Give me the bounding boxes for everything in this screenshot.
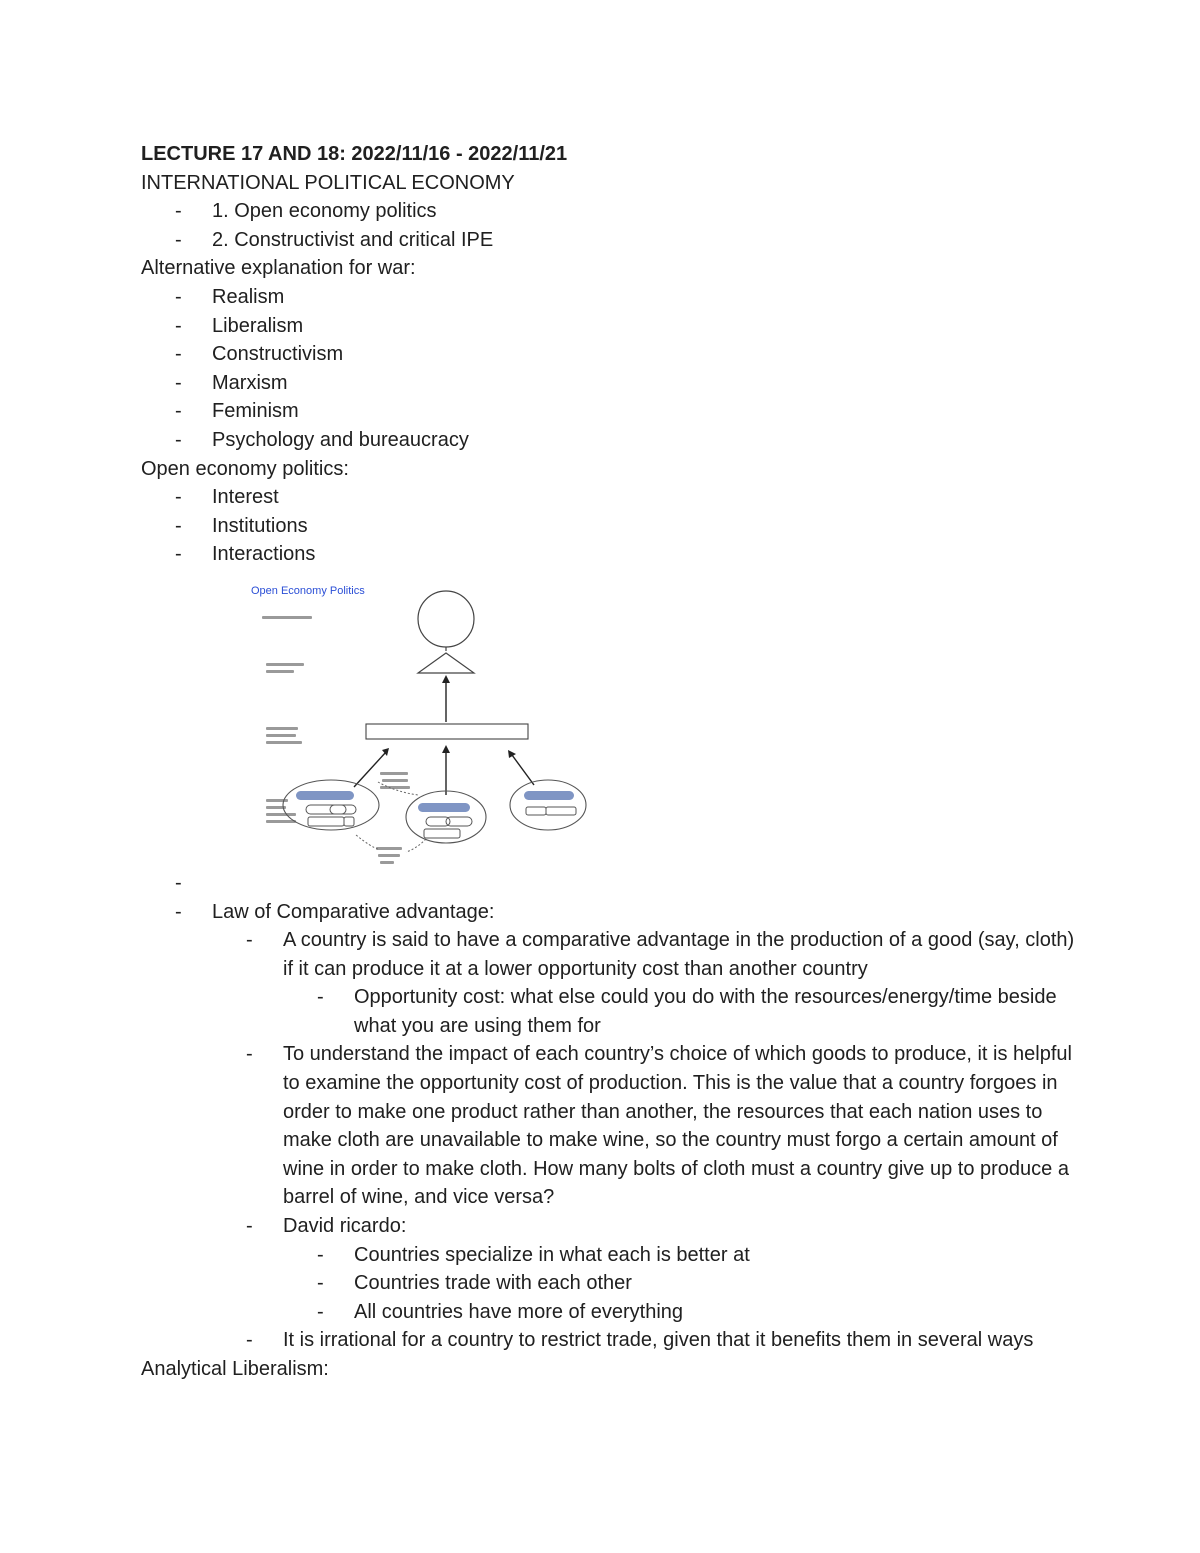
list-item <box>141 1212 1081 1241</box>
interest-bar <box>418 803 470 812</box>
bullet-dash: - <box>246 1043 253 1066</box>
lecture-title: LECTURE 17 AND 18: 2022/11/16 - 2022/11/21 <box>141 143 568 165</box>
document-page <box>141 140 1081 1384</box>
list-item-text: Law of Comparative advantage: <box>212 900 495 923</box>
section-heading-war: Alternative explanation for war: <box>141 257 416 280</box>
bullet-dash: - <box>175 371 182 394</box>
list-item-empty <box>141 869 1081 898</box>
list-item <box>141 926 1081 983</box>
list-item <box>141 1326 1081 1355</box>
bullet-dash: - <box>175 314 182 337</box>
list-item <box>141 397 1081 426</box>
list-item-text: 1. Open economy politics <box>212 200 437 223</box>
bullet-dash: - <box>175 486 182 509</box>
list-item <box>141 540 1081 569</box>
section-heading-oep: Open economy politics: <box>141 457 349 480</box>
bullet-dash: - <box>317 1272 324 1295</box>
list-item <box>141 1298 1081 1327</box>
list-item-text: To understand the impact of each country’s choice of which goods to produce, it is helpful to examine the opportunity cost of production. This is the value that a country forgoes in order to make one product rather than another, the resources that each nation uses to make cloth are unavailable to make wine, so the country must forgo a certain amount of wine in order to make cloth. How many bolts of cloth must a country give up to produce a barrel of wine, and vice versa? <box>283 1043 1072 1209</box>
list-item <box>141 1040 1081 1212</box>
list-item-text: All countries have more of everything <box>354 1300 684 1323</box>
list-item <box>141 197 1081 226</box>
interest-bar <box>524 791 574 800</box>
arrow-head <box>508 750 516 758</box>
list-item <box>141 283 1081 312</box>
list-item-text: Marxism <box>212 371 288 394</box>
list-item <box>141 983 1081 1040</box>
bullet-dash: - <box>175 228 182 251</box>
diagram-title: Open Economy Politics <box>251 584 365 597</box>
list-item <box>141 483 1081 512</box>
bullet-dash: - <box>175 200 182 223</box>
arrow-head <box>442 675 450 683</box>
list-item-text: Psychology and bureaucracy <box>212 428 469 451</box>
list-item <box>141 312 1081 341</box>
section-heading-analytical-liberalism: Analytical Liberalism: <box>141 1358 329 1380</box>
bullet-dash: - <box>175 871 182 894</box>
diagram-svg <box>246 577 591 867</box>
interest-bar <box>296 791 354 800</box>
list-item-text: David ricardo: <box>283 1215 407 1238</box>
preference-box <box>308 817 344 826</box>
list-item <box>141 898 1081 927</box>
open-economy-politics-diagram <box>211 569 1081 869</box>
list-item-text: Realism <box>212 285 285 308</box>
interaction-rectangle <box>366 724 528 739</box>
dotted-connector <box>406 839 426 852</box>
list-item-text: Interactions <box>212 543 316 566</box>
list-item-text: Countries trade with each other <box>354 1272 632 1295</box>
bullet-dash: - <box>317 1300 324 1323</box>
domestic-group-ellipse <box>510 780 586 830</box>
preference-box <box>306 805 346 814</box>
arrow-line <box>512 755 534 785</box>
list-item-text: Interest <box>212 486 279 509</box>
bullet-dash: - <box>246 929 253 952</box>
list-item <box>141 512 1081 541</box>
preference-box <box>344 817 354 826</box>
list-item <box>141 226 1081 255</box>
bullet-dash: - <box>317 1243 324 1266</box>
list-item-text: Constructivism <box>212 343 344 366</box>
bullet-dash: - <box>175 428 182 451</box>
list-item <box>141 426 1081 455</box>
list-item <box>141 1269 1081 1298</box>
bullet-dash: - <box>175 543 182 566</box>
list-item-text: A country is said to have a comparative advantage in the production of a good (say, cloth) if it can produce it at a lower opportunity cost than another country <box>283 929 1075 980</box>
list-item-text: It is irrational for a country to restrict trade, given that it benefits them in several ways <box>283 1329 1034 1352</box>
bullet-dash: - <box>175 514 182 537</box>
bullet-dash: - <box>175 400 182 423</box>
diagram-side-labels <box>262 616 410 864</box>
preference-box <box>526 807 546 815</box>
institution-triangle <box>418 653 474 673</box>
list-item-text: Opportunity cost: what else could you do with the resources/energy/time beside what you are using them for <box>354 986 1057 1037</box>
arrow-head <box>442 745 450 753</box>
section-heading-ipe: INTERNATIONAL POLITICAL ECONOMY <box>141 171 515 194</box>
preference-box <box>546 807 576 815</box>
list-item-text: Liberalism <box>212 314 304 337</box>
outcome-circle <box>418 591 474 647</box>
bullet-dash: - <box>246 1215 253 1238</box>
list-item-text: Institutions <box>212 514 308 537</box>
list-item-text: 2. Constructivist and critical IPE <box>212 228 494 251</box>
list-item-text: Countries specialize in what each is better at <box>354 1243 750 1266</box>
list-item <box>141 1241 1081 1270</box>
list-item <box>141 369 1081 398</box>
bullet-dash: - <box>175 285 182 308</box>
bullet-dash: - <box>175 900 182 923</box>
preference-box <box>424 829 460 838</box>
list-item <box>141 340 1081 369</box>
preference-box <box>330 805 356 814</box>
list-item-text: Feminism <box>212 400 299 423</box>
bullet-dash: - <box>175 343 182 366</box>
arrow-line <box>354 752 386 787</box>
bullet-dash: - <box>317 986 324 1009</box>
dotted-connector <box>356 835 378 849</box>
bullet-dash: - <box>246 1329 253 1352</box>
